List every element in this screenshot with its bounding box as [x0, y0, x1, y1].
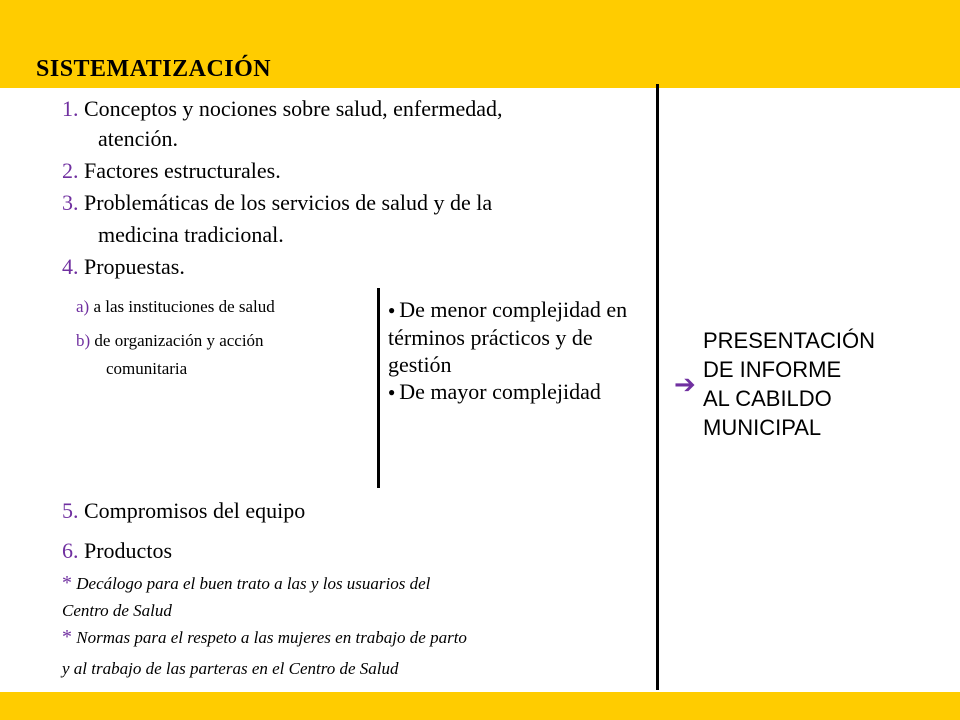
result-line-4: MUNICIPAL — [703, 415, 822, 440]
proposal-a — [76, 296, 275, 318]
product-1-line-2: Centro de Salud — [62, 601, 172, 620]
proposal-b-continuation: comunitaria — [106, 359, 188, 378]
list-item-1-continuation: atención. — [98, 126, 179, 151]
bullet-icon: ● — [388, 303, 396, 317]
product-2-line-1: Normas para el respeto a las mujeres en trabajo de parto — [76, 628, 467, 647]
result-text — [703, 326, 923, 442]
item-text: Productos — [84, 538, 172, 563]
page-title: SISTEMATIZACIÓN — [36, 56, 272, 82]
product-2-line-2: y al trabajo de las parteras en el Centro de Salud — [62, 659, 399, 678]
item-number: 5. — [62, 498, 79, 523]
bullet-icon: ● — [388, 385, 396, 399]
list-item-3-continuation: medicina tradicional. — [98, 222, 284, 247]
star-icon: * — [62, 572, 72, 594]
proposal-a-label: a) — [76, 297, 90, 316]
list-item-2 — [62, 156, 281, 186]
item-number: 6. — [62, 538, 79, 563]
star-icon: * — [62, 626, 72, 648]
item-number: 1. — [62, 96, 79, 121]
product-1-line-1: Decálogo para el buen trato a las y los usuarios del — [76, 574, 431, 593]
product-2 — [62, 626, 467, 649]
result-line-1: PRESENTACIÓN — [703, 328, 875, 353]
complexity-item-2 — [388, 378, 648, 406]
result-line-2: DE INFORME — [703, 357, 842, 382]
result-line-3: AL CABILDO — [703, 386, 832, 411]
proposal-b — [76, 330, 264, 352]
list-item-6 — [62, 536, 172, 566]
item-text: Compromisos del equipo — [84, 498, 306, 523]
item-number: 3. — [62, 190, 79, 215]
proposal-a-text: a las instituciones de salud — [93, 297, 275, 316]
proposal-b-label: b) — [76, 331, 91, 350]
item-number: 4. — [62, 254, 79, 279]
proposal-b-text: de organización y acción — [94, 331, 264, 350]
sub-divider — [377, 288, 380, 488]
list-item-5 — [62, 496, 305, 526]
complexity-item-2-text: De mayor complejidad — [399, 379, 601, 404]
complexity-item-1 — [388, 296, 648, 378]
item-text: Propuestas. — [84, 254, 185, 279]
item-text: Factores estructurales. — [84, 158, 281, 183]
product-1 — [62, 572, 430, 595]
item-text: Problemáticas de los servicios de salud y de la — [84, 190, 493, 215]
bottom-band — [0, 692, 960, 720]
list-item-4 — [62, 252, 185, 282]
complexity-item-1-text: De menor complejidad en términos prácticos y de gestión — [388, 297, 628, 377]
item-text: Conceptos y nociones sobre salud, enfermedad, — [84, 96, 503, 121]
right-arrow-icon: ➔ — [674, 370, 696, 400]
item-number: 2. — [62, 158, 79, 183]
complexity-list — [388, 296, 648, 406]
list-item-3 — [62, 188, 492, 218]
main-divider — [656, 84, 659, 690]
list-item-1 — [62, 94, 503, 124]
